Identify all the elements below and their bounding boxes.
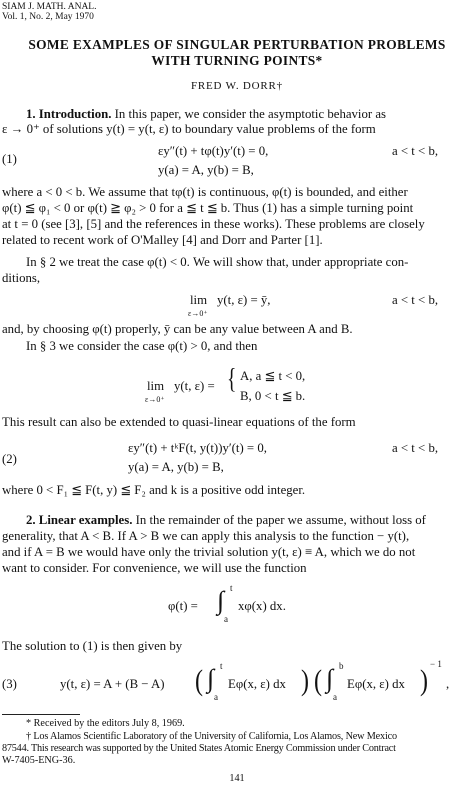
paragraph-2-line-1: where a < 0 < b. We assume that tφ(t) is continuous, φ(t) is bounded, and either — [2, 185, 408, 199]
section-2-paragraph-line-4: want to consider. For convenience, we will use the function — [2, 561, 307, 575]
equation-2-ode: εy″(t) + tᵏF(t, y(t))y′(t) = 0, — [128, 441, 267, 455]
section-1-heading: 1. Introduction. — [26, 107, 112, 121]
limit-2-expression: y(t, ε) = — [174, 379, 215, 393]
section-1-paragraph-line-2: ε → 0⁺ of solutions y(t) = y(t, ε) to boundary value problems of the form — [2, 122, 376, 136]
integral-sign-icon: ∫ — [207, 664, 215, 693]
equation-3-integral-1-lower: a — [214, 692, 218, 702]
paragraph-3-line-1: In § 2 we treat the case φ(t) < 0. We will show that, under appropriate con- — [26, 255, 409, 269]
section-2-paragraph-line-1 — [26, 513, 426, 527]
volume-info: Vol. 1, No. 2, May 1970 — [2, 12, 94, 22]
limit-1-operator: lim — [190, 293, 208, 307]
paper-title-line-1: SOME EXAMPLES OF SINGULAR PERTURBATION PROBLEMS — [28, 37, 446, 52]
journal-name: SIAM J. MATH. ANAL. — [2, 2, 97, 12]
integral-sign-icon: ∫ — [217, 586, 225, 615]
equation-3-exponent: − 1 — [430, 659, 442, 669]
limit-2-case-1: A, a ≦ t < 0, — [240, 369, 306, 383]
equation-3-integral-1-upper: t — [220, 661, 223, 671]
equation-2-label: (2) — [2, 452, 17, 466]
limit-2-subscript: ε→0⁺ — [145, 395, 165, 404]
limit-2-operator: lim — [147, 379, 165, 393]
footnote-divider — [2, 714, 80, 715]
paragraph-4-line-1: and, by choosing φ(t) properly, ȳ can be any value between A and B. — [2, 322, 353, 336]
equation-1-boundary-conditions: y(a) = A, y(b) = B, — [158, 163, 254, 177]
equation-1-label: (1) — [2, 152, 17, 166]
phi-definition-lhs: φ(t) = — [168, 599, 198, 613]
left-paren-icon: ( — [195, 664, 203, 697]
section-1-intro-text: In this paper, we consider the asymptotic behavior as — [114, 107, 386, 121]
right-paren-icon: ) — [420, 664, 428, 697]
phi-integrand: xφ(x) dx. — [238, 599, 286, 613]
phi-integral-lower-limit: a — [224, 614, 228, 624]
limit-2-case-2: B, 0 < t ≦ b. — [240, 389, 306, 403]
equation-3-integral-2-body: Eφ(x, ε) dx — [347, 677, 405, 691]
paragraph-2-line-3: at t = 0 (see [3], [5] and the references in these works). These problems are closely — [2, 217, 425, 231]
equation-3-comma: , — [446, 677, 450, 691]
section-2-paragraph-line-2: generality, that A < B. If A > B we can apply this analysis to the function − y(t), — [2, 529, 410, 543]
equation-1-ode: εy″(t) + tφ(t)y′(t) = 0, — [158, 144, 269, 158]
footnote-received: * Received by the editors July 8, 1969. — [26, 718, 185, 729]
footnote-affiliation-line-2: 87544. This research was supported by the United States Atomic Energy Commission under Contract — [2, 743, 396, 754]
equation-3-label: (3) — [2, 677, 17, 691]
equation-2-domain: a < t < b, — [392, 441, 439, 455]
paragraph-6-line-1: This result can also be extended to quasi-linear equations of the form — [2, 415, 356, 429]
piecewise-brace-icon: { — [227, 364, 237, 395]
equation-1-domain: a < t < b, — [392, 144, 439, 158]
equation-3-lhs: y(t, ε) = A + (B − A) — [60, 677, 165, 691]
section-1-paragraph-line-1 — [26, 107, 386, 121]
equation-3-integral-1-body: Eφ(x, ε) dx — [228, 677, 286, 691]
paragraph-5-line-1: In § 3 we consider the case φ(t) > 0, and then — [26, 339, 258, 353]
limit-1-expression: y(t, ε) = ȳ, — [217, 293, 271, 307]
author-name: FRED W. DORR† — [190, 80, 283, 92]
equation-3-integral-2-lower: a — [333, 692, 337, 702]
paragraph-3-line-2: ditions, — [2, 271, 41, 285]
equation-2-boundary-conditions: y(a) = A, y(b) = B, — [128, 460, 224, 474]
section-2-heading: 2. Linear examples. — [26, 513, 133, 527]
section-2-paragraph-2-line-1: The solution to (1) is then given by — [2, 639, 183, 653]
paragraph-2-line-2: φ(t) ≦ φ₁ < 0 or φ(t) ≧ φ₂ > 0 for a ≦ t ≦ b. Thus (1) has a simple turning point — [2, 201, 414, 215]
limit-1-subscript: ε→0⁺ — [188, 309, 208, 318]
paragraph-2-line-4: related to recent work of O'Malley [4] and Dorr and Parter [1]. — [2, 233, 323, 247]
right-paren-icon: ) — [301, 664, 309, 697]
page-number: 141 — [229, 773, 245, 784]
paper-title-line-2: WITH TURNING POINTS* — [151, 53, 323, 68]
footnote-affiliation-line-3: W-7405-ENG-36. — [2, 755, 76, 766]
section-2-intro-text: In the remainder of the paper we assume, without loss of — [135, 513, 426, 527]
limit-1-domain: a < t < b, — [392, 293, 439, 307]
section-2-paragraph-line-3: and if A = B we would have only the trivial solution y(t, ε) ≡ A, which we do not — [2, 545, 416, 559]
phi-integral-upper-limit: t — [230, 583, 233, 593]
equation-3-integral-2-upper: b — [339, 661, 344, 671]
paragraph-7-line-1: where 0 < F₁ ≦ F(t, y) ≦ F₂ and k is a positive odd integer. — [2, 483, 306, 497]
footnote-affiliation-line-1: † Los Alamos Scientific Laboratory of the University of California, Los Alamos, New Mexico — [26, 731, 397, 742]
left-paren-icon: ( — [314, 664, 322, 697]
integral-sign-icon: ∫ — [326, 664, 334, 693]
